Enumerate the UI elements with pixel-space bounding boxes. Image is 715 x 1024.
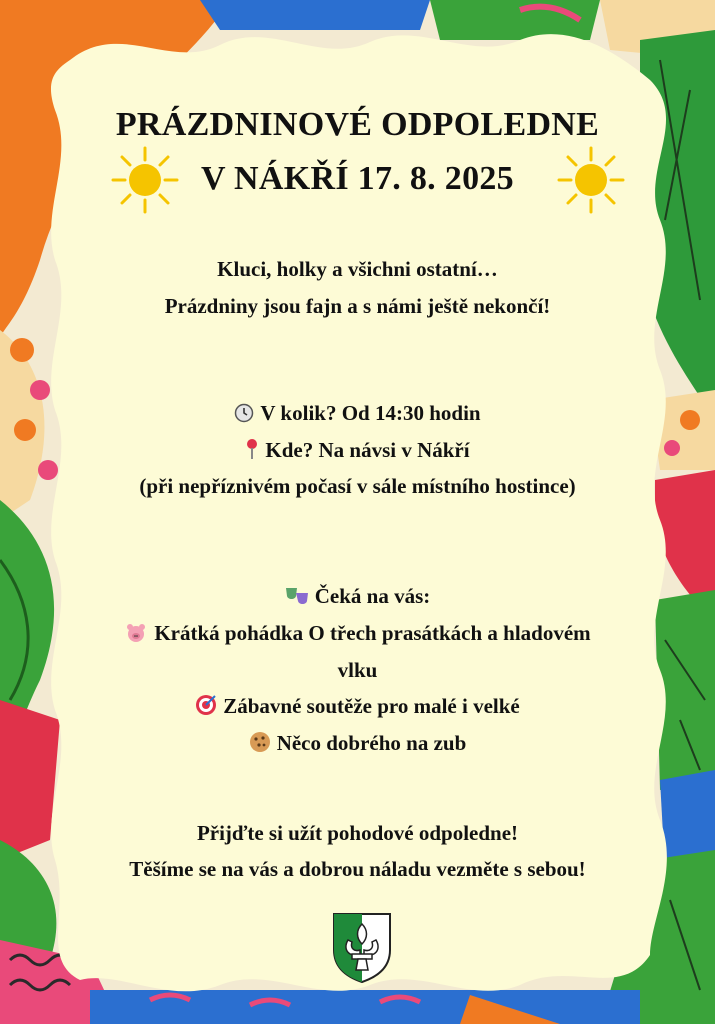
pin-icon (245, 438, 259, 460)
cookie-icon (249, 731, 271, 753)
info-when-text: V kolik? Od 14:30 hodin (260, 401, 481, 425)
pig-icon (124, 623, 148, 643)
closing-line-1: Přijďte si užít pohodové odpoledne! (196, 821, 519, 845)
title-line-2: V NÁKŘÍ 17. 8. 2025 (201, 160, 514, 197)
program-item-3-text: Něco dobrého na zub (276, 731, 467, 755)
program-item-1 (0, 621, 715, 646)
program-item-2 (0, 694, 715, 719)
info-when (0, 401, 715, 426)
program-heading-text: Čeká na vás: (314, 584, 431, 608)
info-where-text: Kde? Na návsi v Nákří (265, 438, 470, 462)
theater-masks-icon (285, 586, 309, 606)
sun-icon (110, 145, 180, 215)
program-heading (0, 584, 715, 609)
clock-icon (234, 403, 254, 423)
program-item-1-text: Krátká pohádka O třech prasátkách a hladovém (154, 621, 591, 645)
info-where (0, 438, 715, 463)
intro-line-1: Kluci, holky a všichni ostatní… (217, 257, 498, 281)
intro-line-2: Prázdniny jsou fajn a s námi ještě nekončí! (164, 294, 551, 318)
closing-line-2: Těšíme se na vás a dobrou náladu vezměte s sebou! (129, 857, 586, 881)
program-item-2-text: Zábavné soutěže pro malé i velké (223, 694, 520, 718)
sun-icon (556, 145, 626, 215)
village-crest-icon (330, 910, 394, 984)
program-item-1-cont: vlku (337, 658, 378, 682)
program-item-3 (0, 731, 715, 756)
info-note: (při nepříznivém počasí v sále místního hostince) (139, 474, 576, 498)
title-line-1: PRÁZDNINOVÉ ODPOLEDNE (115, 106, 600, 143)
target-icon (195, 694, 217, 716)
